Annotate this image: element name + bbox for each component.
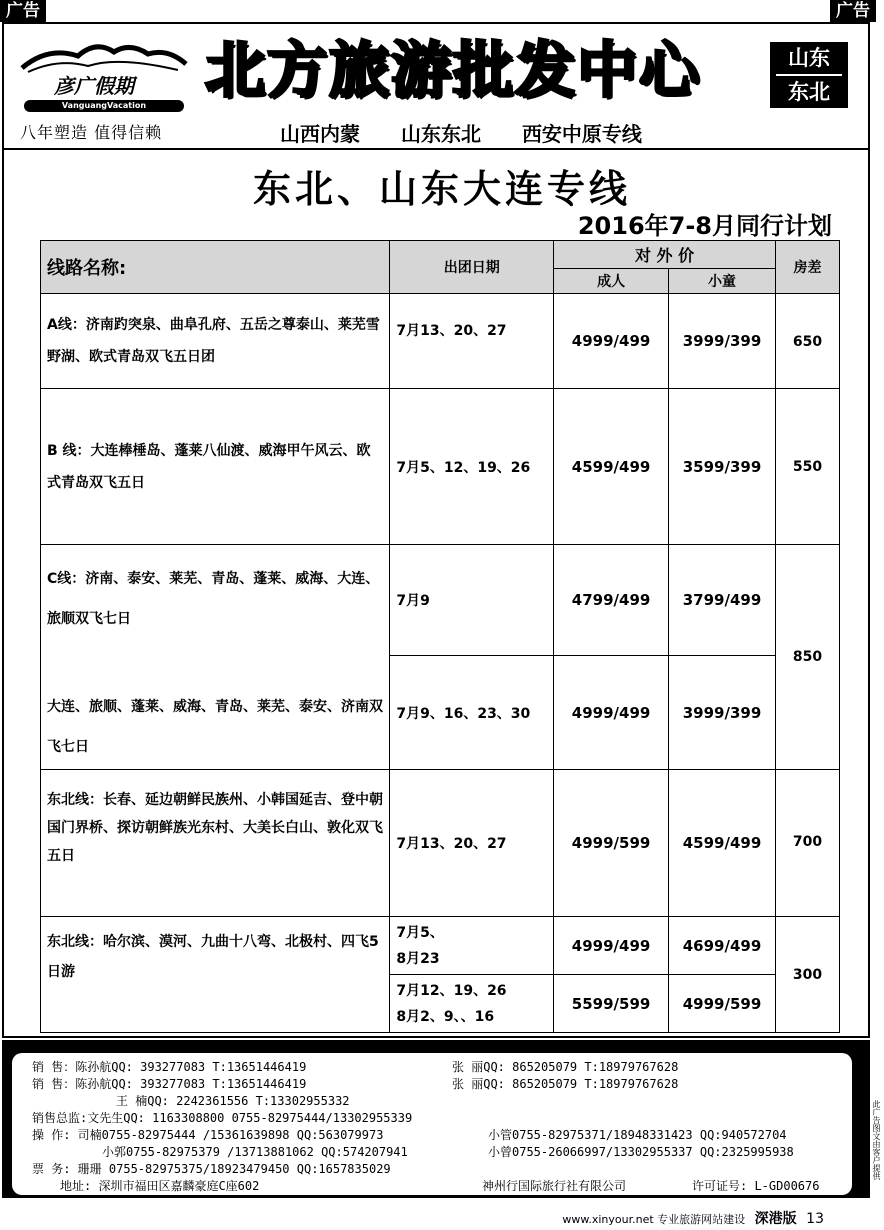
child-price: 4699/499 (669, 917, 776, 975)
page-title: 东北、山东大连专线 (252, 166, 631, 211)
page-number: 13 (806, 1211, 824, 1227)
slogan: 八年塑造 值得信赖 (20, 123, 163, 142)
date-cell: 7月9 (390, 545, 554, 656)
contact-line: 销 售：陈孙航QQ: 393277083 T:13651446419 (32, 1077, 307, 1091)
contact-line: 张 丽QQ: 865205079 T:18979767628 (452, 1060, 679, 1074)
route-cell: 大连、旅顺、蓬莱、威海、青岛、莱芜、泰安、济南双飞七日 (41, 656, 390, 770)
child-price: 3799/499 (669, 545, 776, 656)
header-route: 线路名称: (41, 241, 390, 294)
room-diff: 300 (776, 917, 840, 1033)
contact-line: 小曾0755-26066997/13302955337 QQ:2325995938 (488, 1145, 794, 1159)
room-diff: 550 (776, 389, 840, 545)
adult-price: 4999/599 (554, 770, 669, 917)
child-price: 4999/599 (669, 975, 776, 1033)
table-row (41, 770, 840, 917)
header-room: 房差 (776, 241, 840, 294)
page-footer (562, 1208, 824, 1228)
route-cell: 东北线：哈尔滨、漠河、九曲十八弯、北极村、四飞5日游 (41, 917, 390, 1033)
logo-en-text: VanguangVacation (61, 101, 147, 110)
date-line: 8月23 (396, 950, 440, 967)
divider (2, 148, 870, 150)
company-name: 神州行国际旅行社有限公司 (482, 1179, 627, 1193)
contact-panel (12, 1053, 852, 1195)
date-line: 7月12、19、26 (396, 982, 507, 999)
route-item: 山西内蒙 (280, 122, 360, 146)
table-row (41, 389, 840, 545)
route-item: 西安中原专线 (521, 122, 642, 146)
table-row (41, 656, 840, 770)
date-cell: 7月13、20、27 (390, 294, 554, 389)
room-diff: 850 (776, 545, 840, 770)
adult-price: 5599/599 (554, 975, 669, 1033)
adult-price: 4599/499 (554, 389, 669, 545)
table-row (41, 294, 840, 389)
route-cell: C线：济南、泰安、莱芜、青岛、蓬莱、威海、大连、旅顺双飞七日 (41, 545, 390, 656)
date-line: 8月2、9、、16 (396, 1008, 495, 1025)
badge-line-2: 东北 (788, 80, 830, 104)
brand-title: 北方旅游批发中心 (205, 36, 701, 106)
route-cell: B 线：大连棒棰岛、蓬莱八仙渡、威海甲午风云、欧式青岛双飞五日 (41, 389, 390, 545)
contact-line: 张 丽QQ: 865205079 T:18979767628 (452, 1077, 679, 1091)
room-diff: 700 (776, 770, 840, 917)
page-subtitle: 2016年7-8月同行计划 (577, 212, 832, 240)
route-cell: A线：济南趵突泉、曲阜孔府、五岳之尊泰山、莱芜雪野湖、欧式青岛双飞五日团 (41, 294, 390, 389)
header-child: 小童 (669, 269, 776, 294)
logo-cn-text: 彦广假期 (54, 74, 134, 98)
date-cell: 7月5、12、19、26 (390, 389, 554, 545)
contact-line: 销 售：陈孙航QQ: 393277083 T:13651446419 (32, 1060, 307, 1074)
price-table (40, 240, 840, 1033)
contact-line: 小郭0755-82975379 /13713881062 QQ:574207941 (102, 1145, 408, 1159)
table-row (41, 917, 840, 975)
zone-label: 深港版 (754, 1211, 797, 1227)
route-cell: 东北线：长春、延边朝鲜民族州、小韩国延吉、登中朝国门界桥、探访朝鲜族光东村、大美长白山、敦化双飞五日 (41, 770, 390, 917)
adult-price: 4999/499 (554, 917, 669, 975)
date-cell: 7月13、20、27 (390, 770, 554, 917)
child-price: 4599/499 (669, 770, 776, 917)
date-cell (390, 975, 554, 1033)
child-price: 3999/399 (669, 294, 776, 389)
company-logo (18, 38, 190, 116)
date-line: 7月5、 (396, 924, 444, 941)
route-item: 山东东北 (400, 122, 481, 146)
header-adult: 成人 (554, 269, 669, 294)
contact-line: 操 作: 司楠0755-82975444 /15361639898 QQ:563079973 (32, 1128, 384, 1142)
room-diff: 650 (776, 294, 840, 389)
address-line: 地址: 深圳市福田区嘉麟豪庭C座602 (60, 1179, 260, 1193)
date-cell: 7月9、16、23、30 (390, 656, 554, 770)
contact-line: 王 楠QQ: 2242361556 T:13302955332 (116, 1094, 350, 1108)
side-note: 此广告图文由客户提供 (872, 1100, 881, 1180)
header-date: 出团日期 (390, 241, 554, 294)
adult-price: 4999/499 (554, 656, 669, 770)
ad-tag-right: 广告 (830, 0, 876, 22)
date-cell (390, 917, 554, 975)
badge-line-1: 山东 (788, 46, 830, 70)
adult-price: 4999/499 (554, 294, 669, 389)
website-text: www.xinyour.net 专业旅游网站建设 (562, 1213, 746, 1226)
ad-tag-left: 广告 (0, 0, 46, 22)
license-number: 许可证号: L-GD00676 (692, 1179, 820, 1193)
header-price: 对 外 价 (554, 241, 776, 269)
route-list (280, 118, 676, 147)
table-row (41, 545, 840, 656)
child-price: 3599/399 (669, 389, 776, 545)
adult-price: 4799/499 (554, 545, 669, 656)
contact-line: 小管0755-82975371/18948331423 QQ:940572704 (488, 1128, 787, 1142)
contact-line: 销售总监:文先生QQ: 1163308800 0755-82975444/13302955339 (32, 1111, 413, 1125)
child-price: 3999/399 (669, 656, 776, 770)
contact-line: 票 务: 珊珊 0755-82975375/18923479450 QQ:1657835029 (32, 1162, 391, 1176)
region-badge (770, 42, 848, 108)
